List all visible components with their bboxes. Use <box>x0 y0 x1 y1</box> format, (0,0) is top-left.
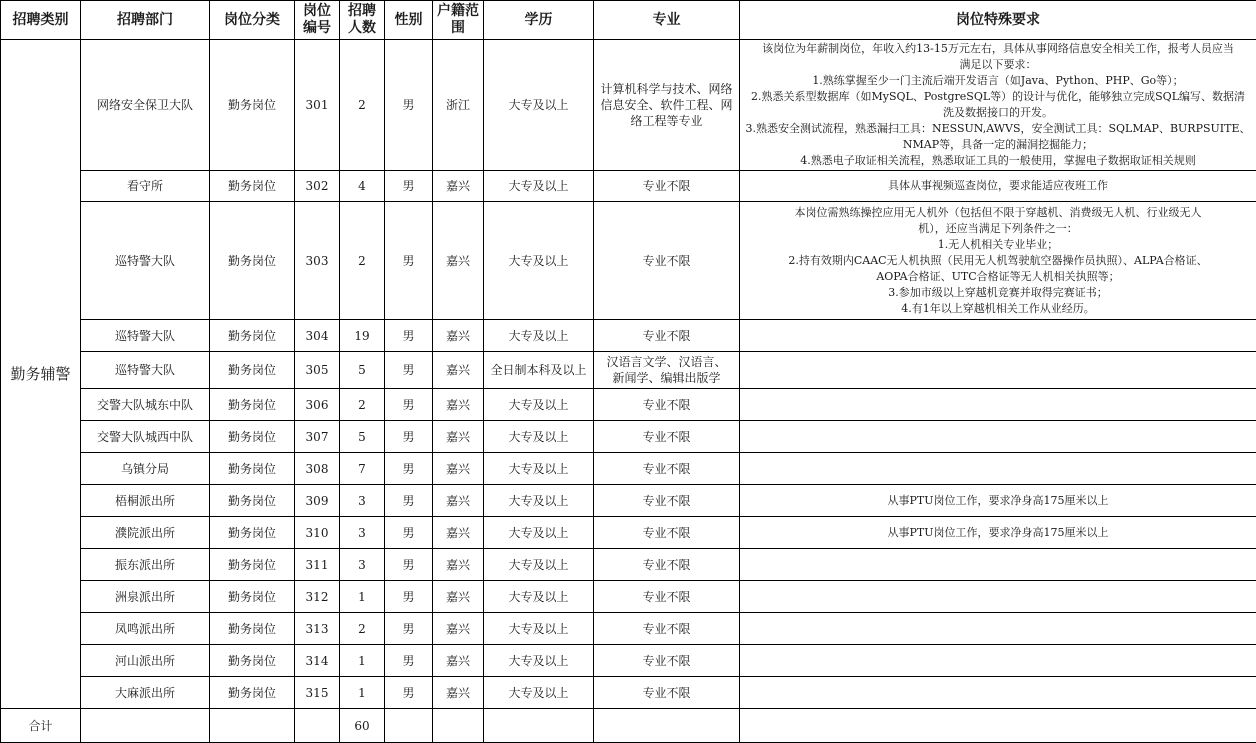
count-cell: 2 <box>340 40 385 171</box>
gender-cell: 男 <box>385 171 433 202</box>
major-line: 新闻学、编辑出版学 <box>596 370 737 386</box>
major-cell <box>594 453 740 485</box>
education-cell: 大专及以上 <box>484 549 594 581</box>
header-major: 专业 <box>594 1 740 40</box>
count-cell: 2 <box>340 202 385 320</box>
major-line: 专业不限 <box>596 557 737 573</box>
gender-cell: 男 <box>385 453 433 485</box>
table-row <box>1 677 1256 709</box>
count-cell: 5 <box>340 352 385 389</box>
header-hukou <box>433 1 484 40</box>
table-row <box>1 645 1256 677</box>
requirement-line: 2.熟悉关系型数据库（如MySQL、PostgreSQL等）的设计与优化，能够独立完成SQL编写、数据清 <box>742 89 1254 105</box>
gender-cell: 男 <box>385 581 433 613</box>
requirement-line: 1.无人机相关专业毕业； <box>742 237 1254 253</box>
table-row <box>1 171 1256 202</box>
requirements-cell <box>740 171 1256 202</box>
major-cell <box>594 352 740 389</box>
major-line: 专业不限 <box>596 685 737 701</box>
hukou-cell: 嘉兴 <box>433 485 484 517</box>
gender-cell: 男 <box>385 202 433 320</box>
post-code-cell: 303 <box>295 202 340 320</box>
table-row <box>1 517 1256 549</box>
department-cell: 大麻派出所 <box>81 677 210 709</box>
post-code-cell: 310 <box>295 517 340 549</box>
major-line: 专业不限 <box>596 621 737 637</box>
education-cell: 大专及以上 <box>484 171 594 202</box>
count-cell: 7 <box>340 453 385 485</box>
requirements-cell <box>740 389 1256 421</box>
department-cell: 凤鸣派出所 <box>81 613 210 645</box>
table-row <box>1 320 1256 352</box>
hukou-cell: 嘉兴 <box>433 421 484 453</box>
hukou-cell: 嘉兴 <box>433 549 484 581</box>
gender-cell: 男 <box>385 677 433 709</box>
department-cell: 河山派出所 <box>81 645 210 677</box>
requirement-line: 从事PTU岗位工作，要求净身高175厘米以上 <box>742 525 1254 541</box>
table-row <box>1 202 1256 320</box>
table-row <box>1 389 1256 421</box>
major-line: 专业不限 <box>596 589 737 605</box>
hukou-cell: 嘉兴 <box>433 645 484 677</box>
header-hukou-line1: 户籍范 <box>435 3 481 20</box>
major-cell <box>594 677 740 709</box>
requirements-cell <box>740 421 1256 453</box>
count-cell: 2 <box>340 613 385 645</box>
requirement-line: 从事PTU岗位工作，要求净身高175厘米以上 <box>742 493 1254 509</box>
total-empty-cell <box>210 709 295 743</box>
department-cell: 乌镇分局 <box>81 453 210 485</box>
department-cell: 洲泉派出所 <box>81 581 210 613</box>
classification-cell: 勤务岗位 <box>210 645 295 677</box>
department-cell: 巡特警大队 <box>81 202 210 320</box>
header-row <box>1 1 1256 40</box>
header-gender: 性别 <box>385 1 433 40</box>
classification-cell: 勤务岗位 <box>210 40 295 171</box>
hukou-cell: 嘉兴 <box>433 453 484 485</box>
requirements-cell <box>740 40 1256 171</box>
hukou-cell: 嘉兴 <box>433 581 484 613</box>
requirement-line: 1.熟练掌握至少一门主流后端开发语言（如Java、Python、PHP、Go等）； <box>742 73 1254 89</box>
gender-cell: 男 <box>385 485 433 517</box>
major-cell <box>594 202 740 320</box>
hukou-cell: 嘉兴 <box>433 517 484 549</box>
requirement-line: 具体从事视频巡查岗位，要求能适应夜班工作 <box>742 178 1254 194</box>
major-line: 专业不限 <box>596 429 737 445</box>
major-line: 专业不限 <box>596 253 737 269</box>
education-cell: 大专及以上 <box>484 389 594 421</box>
classification-cell: 勤务岗位 <box>210 352 295 389</box>
requirement-line: 3.参加市级以上穿越机竞赛并取得完赛证书； <box>742 285 1254 301</box>
hukou-cell: 嘉兴 <box>433 202 484 320</box>
classification-cell: 勤务岗位 <box>210 549 295 581</box>
classification-cell: 勤务岗位 <box>210 677 295 709</box>
major-cell <box>594 581 740 613</box>
education-cell: 大专及以上 <box>484 421 594 453</box>
header-post-code-line2: 编号 <box>297 20 337 37</box>
major-cell <box>594 389 740 421</box>
requirement-line: 洗及数据接口的开发。 <box>742 105 1254 121</box>
header-post-code-line1: 岗位 <box>297 3 337 20</box>
gender-cell: 男 <box>385 40 433 171</box>
category-cell: 勤务辅警 <box>1 40 81 709</box>
major-line: 计算机科学与技术、网络 <box>596 81 737 97</box>
post-code-cell: 302 <box>295 171 340 202</box>
major-cell <box>594 549 740 581</box>
table-row <box>1 549 1256 581</box>
post-code-cell: 308 <box>295 453 340 485</box>
education-cell: 大专及以上 <box>484 202 594 320</box>
count-cell: 19 <box>340 320 385 352</box>
major-line: 专业不限 <box>596 493 737 509</box>
requirement-line: NMAP等，具备一定的漏洞挖掘能力； <box>742 137 1254 153</box>
count-cell: 5 <box>340 421 385 453</box>
post-code-cell: 312 <box>295 581 340 613</box>
table-row <box>1 613 1256 645</box>
classification-cell: 勤务岗位 <box>210 485 295 517</box>
requirements-cell <box>740 202 1256 320</box>
education-cell: 大专及以上 <box>484 40 594 171</box>
post-code-cell: 306 <box>295 389 340 421</box>
department-cell: 看守所 <box>81 171 210 202</box>
requirements-cell <box>740 581 1256 613</box>
requirements-cell <box>740 485 1256 517</box>
major-line: 专业不限 <box>596 397 737 413</box>
table-row <box>1 421 1256 453</box>
total-empty-cell <box>295 709 340 743</box>
count-cell: 4 <box>340 171 385 202</box>
gender-cell: 男 <box>385 517 433 549</box>
gender-cell: 男 <box>385 352 433 389</box>
education-cell: 大专及以上 <box>484 645 594 677</box>
education-cell: 大专及以上 <box>484 581 594 613</box>
post-code-cell: 315 <box>295 677 340 709</box>
requirements-cell <box>740 517 1256 549</box>
total-count: 60 <box>340 709 385 743</box>
classification-cell: 勤务岗位 <box>210 453 295 485</box>
count-cell: 1 <box>340 581 385 613</box>
header-count-line1: 招聘 <box>342 3 382 20</box>
total-empty-cell <box>433 709 484 743</box>
major-line: 专业不限 <box>596 653 737 669</box>
header-count <box>340 1 385 40</box>
header-hukou-line2: 围 <box>435 20 481 37</box>
classification-cell: 勤务岗位 <box>210 421 295 453</box>
hukou-cell: 嘉兴 <box>433 677 484 709</box>
requirement-line: 该岗位为年薪制岗位，年收入约13-15万元左右，具体从事网络信息安全相关工作，报考人员应当 <box>742 41 1254 57</box>
major-cell <box>594 613 740 645</box>
table-row <box>1 485 1256 517</box>
hukou-cell: 嘉兴 <box>433 320 484 352</box>
header-education: 学历 <box>484 1 594 40</box>
header-count-line2: 人数 <box>342 20 382 37</box>
department-cell: 梧桐派出所 <box>81 485 210 517</box>
classification-cell: 勤务岗位 <box>210 202 295 320</box>
department-cell: 交警大队城西中队 <box>81 421 210 453</box>
gender-cell: 男 <box>385 645 433 677</box>
department-cell: 网络安全保卫大队 <box>81 40 210 171</box>
post-code-cell: 311 <box>295 549 340 581</box>
department-cell: 濮院派出所 <box>81 517 210 549</box>
department-cell: 振东派出所 <box>81 549 210 581</box>
count-cell: 2 <box>340 389 385 421</box>
education-cell: 大专及以上 <box>484 677 594 709</box>
table-row <box>1 352 1256 389</box>
total-empty-cell <box>385 709 433 743</box>
count-cell: 1 <box>340 677 385 709</box>
education-cell: 全日制本科及以上 <box>484 352 594 389</box>
count-cell: 3 <box>340 517 385 549</box>
requirement-line: 3.熟悉安全测试流程，熟悉漏扫工具：NESSUN,AWVS，安全测试工具：SQLMAP、BURPSUITE、 <box>742 121 1254 137</box>
post-code-cell: 313 <box>295 613 340 645</box>
requirement-line: 4.有1年以上穿越机相关工作从业经历。 <box>742 301 1254 317</box>
total-empty-cell <box>484 709 594 743</box>
major-line: 络工程等专业 <box>596 113 737 129</box>
requirement-line: AOPA合格证、UTC合格证等无人机相关执照等； <box>742 269 1254 285</box>
education-cell: 大专及以上 <box>484 453 594 485</box>
hukou-cell: 嘉兴 <box>433 613 484 645</box>
table-row <box>1 453 1256 485</box>
count-cell: 3 <box>340 549 385 581</box>
requirements-cell <box>740 352 1256 389</box>
header-category: 招聘类别 <box>1 1 81 40</box>
education-cell: 大专及以上 <box>484 517 594 549</box>
classification-cell: 勤务岗位 <box>210 320 295 352</box>
header-requirements: 岗位特殊要求 <box>740 1 1256 40</box>
major-cell <box>594 485 740 517</box>
major-line: 专业不限 <box>596 461 737 477</box>
department-cell: 交警大队城东中队 <box>81 389 210 421</box>
classification-cell: 勤务岗位 <box>210 171 295 202</box>
gender-cell: 男 <box>385 320 433 352</box>
major-cell <box>594 517 740 549</box>
major-cell <box>594 421 740 453</box>
gender-cell: 男 <box>385 613 433 645</box>
requirement-line: 满足以下要求： <box>742 57 1254 73</box>
major-line: 专业不限 <box>596 328 737 344</box>
requirements-cell <box>740 320 1256 352</box>
requirement-line: 4.熟悉电子取证相关流程，熟悉取证工具的一般使用，掌握电子数据取证相关规则 <box>742 153 1254 169</box>
total-label: 合计 <box>1 709 81 743</box>
major-line: 汉语言文学、汉语言、 <box>596 354 737 370</box>
post-code-cell: 307 <box>295 421 340 453</box>
requirements-cell <box>740 677 1256 709</box>
hukou-cell: 浙江 <box>433 40 484 171</box>
hukou-cell: 嘉兴 <box>433 171 484 202</box>
total-row <box>1 709 1256 743</box>
hukou-cell: 嘉兴 <box>433 389 484 421</box>
classification-cell: 勤务岗位 <box>210 517 295 549</box>
gender-cell: 男 <box>385 389 433 421</box>
post-code-cell: 314 <box>295 645 340 677</box>
education-cell: 大专及以上 <box>484 485 594 517</box>
classification-cell: 勤务岗位 <box>210 389 295 421</box>
table-row <box>1 40 1256 171</box>
hukou-cell: 嘉兴 <box>433 352 484 389</box>
gender-cell: 男 <box>385 549 433 581</box>
requirements-cell <box>740 549 1256 581</box>
total-empty-cell <box>740 709 1256 743</box>
header-department: 招聘部门 <box>81 1 210 40</box>
requirements-cell <box>740 645 1256 677</box>
header-post-code <box>295 1 340 40</box>
post-code-cell: 301 <box>295 40 340 171</box>
classification-cell: 勤务岗位 <box>210 613 295 645</box>
major-line: 信息安全、软件工程、网 <box>596 97 737 113</box>
total-empty-cell <box>81 709 210 743</box>
requirement-line: 2.持有效期内CAAC无人机执照（民用无人机驾驶航空器操作员执照）、ALPA合格证、 <box>742 253 1254 269</box>
requirement-line: 机），还应当满足下列条件之一： <box>742 221 1254 237</box>
education-cell: 大专及以上 <box>484 613 594 645</box>
major-line: 专业不限 <box>596 178 737 194</box>
major-cell <box>594 320 740 352</box>
requirements-cell <box>740 453 1256 485</box>
header-classification: 岗位分类 <box>210 1 295 40</box>
post-code-cell: 305 <box>295 352 340 389</box>
major-cell <box>594 171 740 202</box>
total-empty-cell <box>594 709 740 743</box>
education-cell: 大专及以上 <box>484 320 594 352</box>
classification-cell: 勤务岗位 <box>210 581 295 613</box>
major-line: 专业不限 <box>596 525 737 541</box>
requirements-cell <box>740 613 1256 645</box>
gender-cell: 男 <box>385 421 433 453</box>
count-cell: 1 <box>340 645 385 677</box>
post-code-cell: 309 <box>295 485 340 517</box>
department-cell: 巡特警大队 <box>81 352 210 389</box>
major-cell <box>594 645 740 677</box>
major-cell <box>594 40 740 171</box>
count-cell: 3 <box>340 485 385 517</box>
requirement-line: 本岗位需熟练操控应用无人机外（包括但不限于穿越机、消费级无人机、行业级无人 <box>742 205 1254 221</box>
post-code-cell: 304 <box>295 320 340 352</box>
table-row <box>1 581 1256 613</box>
department-cell: 巡特警大队 <box>81 320 210 352</box>
